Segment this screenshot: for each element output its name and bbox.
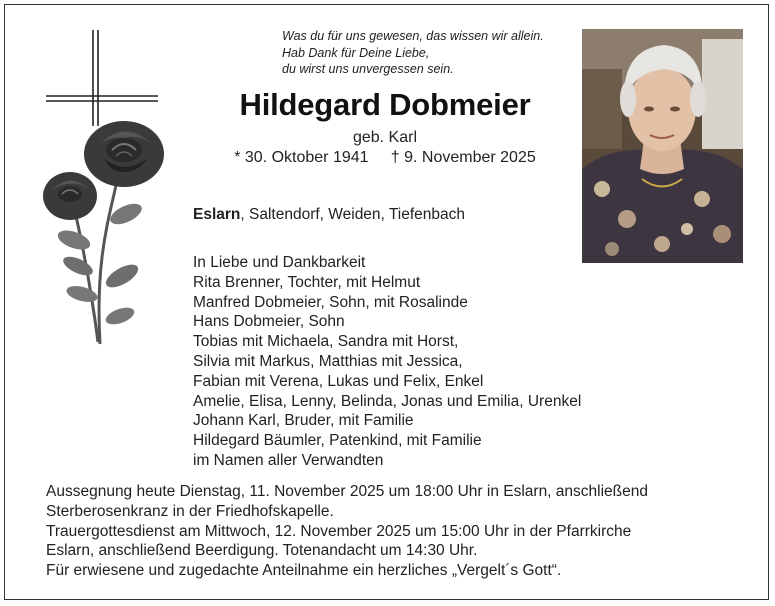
mourner-line: Manfred Dobmeier, Sohn, mit Rosalinde xyxy=(193,293,468,311)
places-line xyxy=(193,206,465,224)
mourner-line: im Namen aller Verwandten xyxy=(193,451,384,469)
mourner-line: Tobias mit Michaela, Sandra mit Horst, xyxy=(193,333,459,351)
notice-line: Sterberosenkranz in der Friedhofskapelle. xyxy=(46,502,334,520)
birth-name: geb. Karl xyxy=(352,129,418,146)
poem-line: du wirst uns unvergessen sein. xyxy=(282,62,454,76)
mourner-line: Hildegard Bäumler, Patenkind, mit Familie xyxy=(193,432,482,450)
portrait-photo xyxy=(582,29,743,263)
place-main: Eslarn xyxy=(193,206,241,223)
life-dates: * 30. Oktober 1941 † 9. November 2025 xyxy=(234,149,536,166)
memorial-poem xyxy=(282,28,582,78)
poem-line: Hab Dank für Deine Liebe, xyxy=(282,45,430,60)
mourner-line: Fabian mit Verena, Lukas und Felix, Enkel xyxy=(193,372,484,390)
mourner-line: Amelie, Elisa, Lenny, Belinda, Jonas und Emilia, Urenkel xyxy=(193,392,582,410)
mourner-line: In Liebe und Dankbarkeit xyxy=(193,254,366,271)
deceased-name: Hildegard Dobmeier xyxy=(239,87,531,122)
mourner-line: Johann Karl, Bruder, mit Familie xyxy=(193,412,414,430)
notice-line: Eslarn, anschließend Beerdigung. Totenandacht um 14:30 Uhr. xyxy=(46,542,478,560)
notice-line: Aussegnung heute Dienstag, 11. November 2025 um 18:00 Uhr in Eslarn, anschließend xyxy=(46,483,648,500)
place-rest: , Saltendorf, Weiden, Tiefenbach xyxy=(240,206,465,223)
mourners-list xyxy=(193,253,581,471)
notice-line: Trauergottesdienst am Mittwoch, 12. November 2025 um 15:00 Uhr in der Pfarrkirche xyxy=(46,522,632,540)
service-notice xyxy=(46,482,648,581)
mourner-line: Rita Brenner, Tochter, mit Helmut xyxy=(193,273,421,291)
notice-line: Für erwiesene und zugedachte Anteilnahme ein herzliches „Vergelt´s Gott“. xyxy=(46,562,562,580)
mourner-line: Hans Dobmeier, Sohn xyxy=(193,313,345,331)
cross-roses-icon xyxy=(40,26,170,348)
mourner-line: Silvia mit Markus, Matthias mit Jessica, xyxy=(193,352,463,370)
poem-line: Was du für uns gewesen, das wissen wir allein. xyxy=(282,29,544,43)
